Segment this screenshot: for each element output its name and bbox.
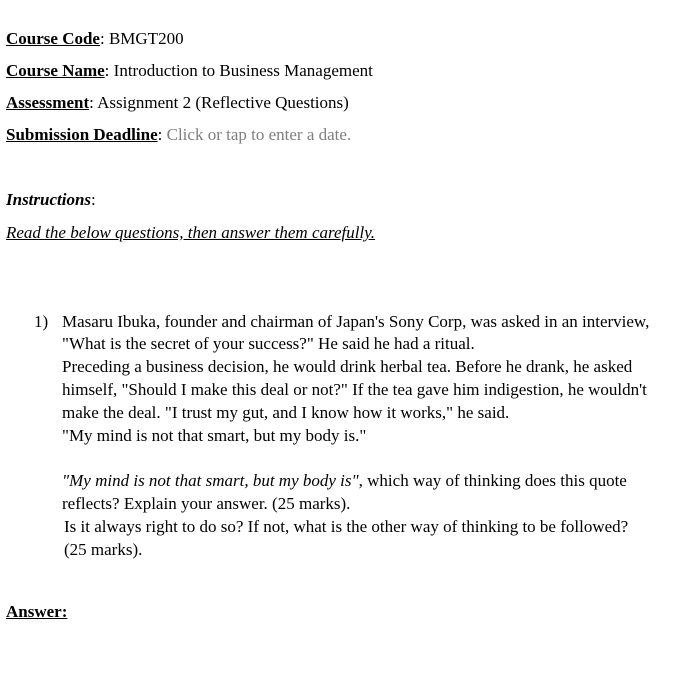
course-code-label: Course Code [6, 29, 100, 48]
assessment-colon: : [89, 93, 94, 112]
course-name-label: Course Name [6, 61, 105, 80]
assessment-value: Assignment 2 (Reflective Questions) [97, 93, 349, 112]
course-name-colon: : [104, 61, 110, 80]
question-line: "My mind is not that smart, but my body is." [62, 426, 367, 445]
assessment-label: Assessment [6, 93, 90, 112]
question-line: "What is the secret of your success?" He said he had a ritual. [62, 334, 475, 353]
instructions-heading-row [6, 189, 96, 211]
instructions-colon: : [91, 190, 96, 209]
course-code-colon: : [99, 29, 105, 48]
assessment-row [6, 92, 349, 114]
answer-label-row [6, 601, 67, 623]
instructions-text: Read the below questions, then answer them carefully. [6, 223, 376, 242]
instructions-text-row [6, 222, 375, 244]
course-name-value: Introduction to Business Management [113, 61, 373, 80]
course-code-value: BMGT200 [108, 29, 184, 48]
answer-label: Answer: [6, 602, 68, 621]
deadline-label: Submission Deadline [6, 125, 158, 144]
instructions-heading: Instructions [6, 190, 92, 209]
question-line: Masaru Ibuka, founder and chairman of Japan's Sony Corp, was asked in an interview, [62, 312, 650, 331]
question-number: 1) [34, 312, 49, 331]
course-name-row [6, 60, 373, 82]
course-code-row [6, 28, 184, 50]
question-part-a-line1 [62, 470, 627, 492]
quote-rest: , which way of thinking does this quote [358, 471, 627, 490]
question-part-b-line1: Is it always right to do so? If not, what is the other way of thinking to be followed? [64, 517, 629, 536]
question-line: make the deal. "I trust my gut, and I know how it works," he said. [62, 403, 510, 422]
question-line: himself, "Should I make this deal or not?" If the tea gave him indigestion, he wouldn't [62, 380, 647, 399]
question-line: Preceding a business decision, he would drink herbal tea. Before he drank, he asked [62, 357, 633, 376]
deadline-row [6, 124, 351, 146]
deadline-colon: : [157, 125, 163, 144]
question-part-a-line2: reflects? Explain your answer. (25 marks). [62, 494, 351, 513]
quote-italic: "My mind is not that smart, but my body is" [62, 471, 359, 490]
deadline-date-field[interactable]: Click or tap to enter a date. [166, 125, 352, 144]
question-part-b-line2: (25 marks). [64, 540, 143, 559]
